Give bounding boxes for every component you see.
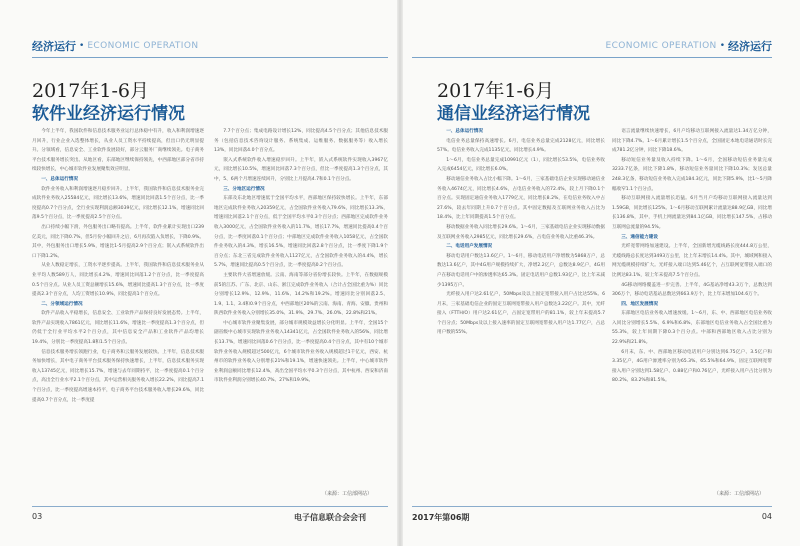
article-column-1 xyxy=(32,127,204,501)
header-rule xyxy=(412,57,772,58)
body-paragraph: 移动短信业务量及收入持续下降。1～6月，全国移动短信业务量完成3233.7亿条，同比下降1.8%，移动短信业务量同比下降10.3%；发送总量248.3亿条，移动短信业务收入完成184.3亿元，同比下降5.9%，比1～5月降幅收窄1.1个百分点。 xyxy=(612,157,772,192)
left-page-header xyxy=(32,39,198,53)
body-paragraph: 主要软件大省增速放缓。云南、海南等部分省份增长较快。上半年，在数据规模前5的江苏、广东、北京、山东、浙江完成软件业务收入（合计占全国比重为%）同比分别增长12.9%、12.9%、11.6%、14.2%和19.2%。增速同比分别回落2.5、1.9、1.1、3.4和0.9个百分点，中西部地区20%的云南、海南、青海、安徽、贵州和陕西软件业务收入分别增长35.0%、31.9%、29.7%、26.0%、22.8%和21%。 xyxy=(214,272,388,317)
article-column-1 xyxy=(437,127,605,501)
article-title-period: 2017年1-6月 xyxy=(32,80,149,102)
body-paragraph: 东部及东北地区增速低于全国平均水平，西部地区保持较快增长。上半年，东部地区完成软件业务收入20359亿元，占全国软件业务收入79.6%，同比增长13.3%，增速同比回落2.1个百分点，低于全国平均水平0.3个百分点；西部地区完成软件业务收入3000亿元，占全国软件业务收入的11.7%，增长17.7%，增速同比提高0.4个百分点，比一季度回落0.1个百分点；中部地区完成软件业务收入1058亿元，占全国软件业务收入的4.3%，增长16.5%，增速同比回落2.8个百分点，比一季度下降1.9个百分点；东北三省完成软件业务收入1127亿元，占全国软件业务收入的4.4%，增长5.7%，增速同比提高0.5个百分点，比一季度提高0.2个百分点。 xyxy=(214,196,388,269)
body-paragraph: 信息技术服务增长领跑行业，电子商务和云服务发展较快。上半年，信息技术服务加快增长，其中电子商务平台技术服务保持快速增长，上半年，信息技术服务实现收入13745亿元，同比增长15.7%，增速与去年同期持平，比一季度提高0.1个百分点，高出全行业水平2.1个百分点，其中运营相关服务收入增长22.2%，同比提高7.1个百分点，比一季度提高增速本持平，电子商务平台技术服务收入增长29.6%，同比提高0.7个百分点，比一季度提 xyxy=(32,349,204,403)
section-heading: 一、总体运行情况 xyxy=(446,129,483,134)
body-paragraph: 从业人数稳定增长，工资水平逐步提高。上半年，我国软件和信息技术服务业从业平均人数589万人，同比增长4.2%，增速同比回落1.2个百分点，比一季度提高0.5个百分点。从业人员工资总额增长15.6%，增速同比提高1.3个百分点，比一季度提高2.3个百分点，人均工资增长10.9%，同比提高1个百分点。 xyxy=(32,263,204,298)
body-paragraph: 东部地区电信业务收入增速放缓。1～6月，东、中、西部地区电信业务收入同比分别增长5.5%、6.9%和6.8%，东部地区电信业务收入占全国比重为55.3%，较上年同期下降0.3个百分点。中部和西部地区收入占比分别为22.9%和21.8%。 xyxy=(612,311,772,346)
body-paragraph: 今年上半年，我国软件和信息技术服务业运行总体稳中有升，收入和利润增速逐月回升，行业企业入选整体增长，从业人员工资水平持续提高，但出口仍无明显提升。分领域看，信息安全、工业软件发展较好，部分云服务厂商继续领先。电子商务平台技术服务增长突出。从地区看，东部地区继续保持领先，中西部地区部分省市持续较快增长，中心城市软件业发展聚集效应明显。 xyxy=(32,129,204,173)
article-title: 通信业经济运行情况 xyxy=(437,104,590,124)
header-separator: • xyxy=(79,41,85,51)
article-column-2 xyxy=(214,127,388,384)
page-number: 03 xyxy=(32,512,43,521)
body-paragraph: 移动互联网接入流量增长迅猛。6月当月户均移动互联网接入流量达到1.59GB，同比增长125%。1～6月移动互联网累计流量达88.9亿GB，同比增长136.8%，其中，手机上网流量达到84.1亿GB，同比增长147.5%，占移动互联网总流量的94.5%。 xyxy=(612,196,772,230)
article-title-period: 2017年1-6月 xyxy=(437,80,554,102)
body-paragraph: 中心城市软件业聚集发展，部分城市规模效益增长分化明显。上半年，全国15个副省级中心城市实现软件业务收入14341亿元，占全国软件业务收入的56%，同比增长13.7%，增速同比回落0.6个百分点，比一季度提高0.4个百分点，其中有10个城市软件业务收入规模超过500亿元，6个城市软件业务收入规模超过1千亿元，西安、杭州市的软件业务收入分别增长21%和19.1%，增速快速领先。上半年，中心城市软件业利润总额同比增长12.4%，高出全国平均水平0.3个百分点，其中杭州、西安和济南市软件业利润分别增长40.7%、27%和19.9%。 xyxy=(214,320,388,384)
header-section-en: ECONOMIC OPERATION xyxy=(87,41,199,51)
body-paragraph: 1～6月，电信业务总量完成10991亿元（1），同比增长53.5%，电信业务收入完成6454亿元，同比增长6.0%。 xyxy=(437,157,605,173)
body-paragraph: 7.7个百分点；集成电路设计增长12%，同比提高4.5个百分点；其他信息技术服务（包括信息技术咨询设计服务、系统集成、运维服务、数据服务等）收入增长13%，同比回落4.0个百分点。 xyxy=(214,129,388,154)
body-paragraph: 移动通信业务收入占比小幅下降。1～6月，三家基础电信企业实现移动通信业务收入4674亿元，同比增长4.6%，占电信业务收入的72.4%，较上月下降0.1个百分点。实现固定通信业务收入1779亿元，同比增长8.2%，在电信业务收入中占27.6%，较去年同期上升0.7个百分点。其中固定数据及互联网业务收入占比为18.4%，比上年同期提高1.5个百分点。 xyxy=(437,176,605,221)
body-paragraph: 光纤接入用户达2.61亿户，50Mbps及以上固定宽带接入用户占比达55%。6月末，三家基础电信企业的固定互联网宽带接入用户总数达3.22亿户。其中，光纤接入（FTTH/O）用户达2.61亿户，占固定宽带用户的81.1%，较上年末提高5.7个百分点；50Mbps及以上接入速率的固定互联网宽带接入用户达1.77亿户，占总用户数的55%。 xyxy=(437,292,605,336)
section-heading: 二、分领域运行情况 xyxy=(41,301,83,307)
section-heading: 二、电话用户发展情况 xyxy=(446,244,493,250)
section-heading: 三、分地区运行情况 xyxy=(223,186,265,192)
body-paragraph: 语言流量继续快速增长，6月户均移动互联网接入流量达1.34万亿分钟，同比下降4.7%。1～6月累计增长1.5个百分点，全国固定本地电话通话时长完成781.2亿分钟，同比下降18.6%。 xyxy=(612,129,772,154)
right-page xyxy=(400,0,800,546)
header-separator: • xyxy=(719,41,725,51)
article-title: 软件业经济运行情况 xyxy=(32,104,185,124)
section-heading: 三、通信能力建设 xyxy=(621,234,658,240)
section-heading: 四、地区发展情况 xyxy=(621,301,658,307)
body-paragraph: 电信业务总量保持高速增长。6月，电信业务总量完成2128亿元，同比增长57%。电信业务收入完成1135亿元，同比增长4.9%。 xyxy=(437,138,605,154)
header-section-zh: 经济运行 xyxy=(728,40,772,53)
body-paragraph: 软件产品收入平稳增长，信息安全、工业软件产品保持良好发展态势。上半年，软件产品实现收入7861亿元，同比增长11.6%，增速比一季度提高1.3个百分点，但仍低于全行业平均水平2个百分点，其中信息安全产品和工业软件产品均增长19.4%，分别比一季度提高1.8和1.5个百分点。 xyxy=(32,311,204,346)
body-paragraph: 移动数据业务收入同比增长29.6%。1～6月，三家基础电信企业实现移动数据及互联网业务收入2985亿元，同比增长29.6%，占电信业务收入比重46.3%。 xyxy=(437,224,605,240)
body-paragraph: 嵌入式系统软件收入增速稳步回升。上半年，嵌入式系统软件实现收入3967亿元，同比增长10.5%，增速同比回落7.3个百分点，但比一季度提高1.3个百分点，其中，5、6两个月增速连续回升，分别比上月提高4.7和0.1个百分点。 xyxy=(214,157,388,182)
article-source: （来源：工信部网站） xyxy=(322,491,373,497)
article-title-block xyxy=(437,80,590,125)
header-rule xyxy=(32,57,388,58)
article-source: （来源：工信部网站） xyxy=(714,491,765,497)
page-number: 04 xyxy=(761,512,772,521)
header-section-en: ECONOMIC OPERATION xyxy=(605,41,717,51)
right-page-header xyxy=(606,39,772,53)
journal-name: 电子信息联合会会刊 xyxy=(294,513,366,522)
section-heading: 一、总体运行情况 xyxy=(41,176,78,182)
body-paragraph: 移动电话用户数达13.6亿户。1～6月，移动电话用户净增数为5868万户，总数达13.6亿户，其中4G用户规模持续扩大，净增2.2亿户，总数达8.9亿户，4G用户在移动电话用户中的渗透率达65.3%。固定电话用户总数1.93亿户，比上年末减少1395万户。 xyxy=(437,253,605,288)
issue-label: 2017年第06期 xyxy=(412,513,470,522)
footer-rule xyxy=(32,506,388,507)
footer-rule xyxy=(412,506,772,507)
body-paragraph: 出口持续小幅下滑，外包服务出口略有提高。上半年，软件业累计实现出口239亿美元，同比下降0.7%，但5月份小幅回升之后，6月再次陷入负增长，下降0.9%。其中，外包服务出口增长5.9%，增速比1-5月提高2.9个百分点；嵌入式系统软件出口下降1.2%。 xyxy=(32,224,204,259)
body-paragraph: 软件业务收入和利润增速逐月稳步回升。上半年，我国软件和信息技术服务业完成软件业务收入25584亿元，同比增长13.6%，增速同比回落1.5个百分点，比一季度提高0.7个百分点，全行业实现利润总额3039亿元，同比增长12.1%，增速同比回落9.5个百分点，比一季度提高2.5个百分点。 xyxy=(32,186,204,221)
body-paragraph: 6月末，东、中、西部地区移动电话用户分别达到6.75亿户、3.5亿户和3.35亿户，4G用户渗透率分别为65.3%、65.5%和64.9%，固定互联网宽带接入用户分别达到1.58亿户、0.88亿户和0.76亿户，光纤接入用户占比分别为80.2%、83.2%和81.5%。 xyxy=(612,349,772,384)
body-paragraph: 4G移动网络覆盖进一步完善。上半年，4G基站净增43.3万个，总数达到306万个，移动电话基站总数达到663.9万个，比上年末增加104.6万个。 xyxy=(612,282,772,298)
article-title-block xyxy=(32,80,185,125)
header-section-zh: 经济运行 xyxy=(32,40,76,53)
article-column-2 xyxy=(612,127,772,481)
body-paragraph: 光纤宽带网络加速建设。上半年，全国新增光缆线路长度444.8万公里，光缆线路总长度达到3493万公里，比上年末增长14.4%。其中，城域网和接入网光缆规模持续扩大。光纤接入端口达到5.46亿个，占互联网宽带接入端口的比例达83.1%，较上年末提高7.5个百分点。 xyxy=(612,244,772,278)
